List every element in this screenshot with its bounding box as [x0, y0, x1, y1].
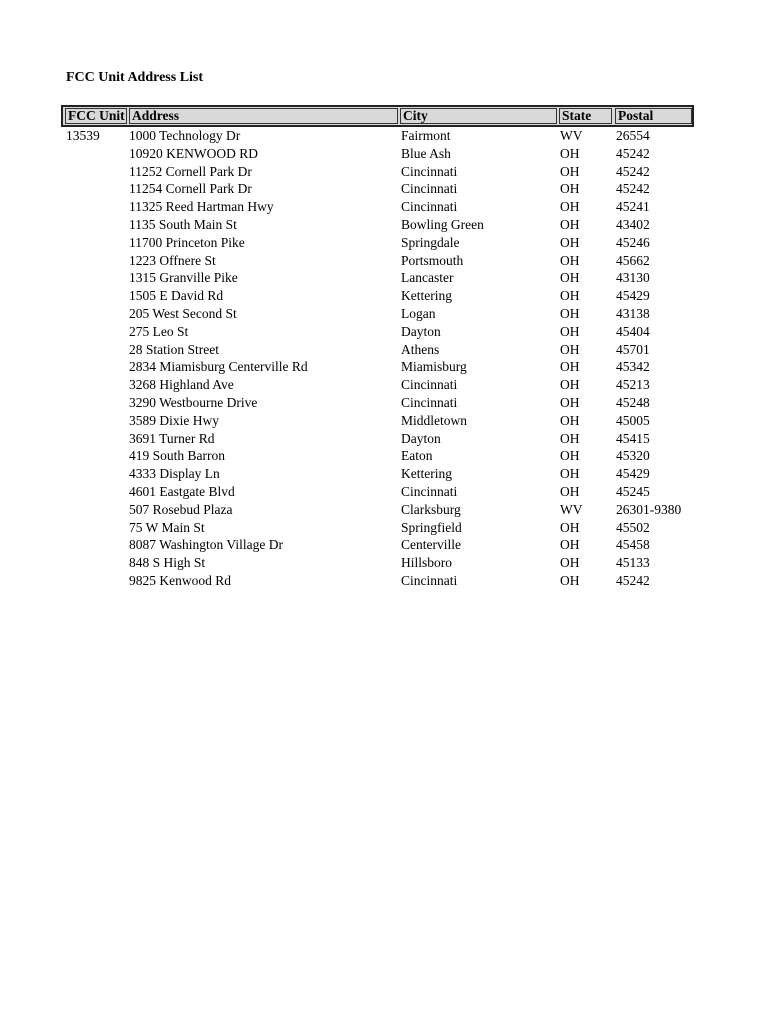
cell-city: Logan: [401, 305, 436, 321]
cell-city: Dayton: [401, 323, 441, 339]
table-row: [0, 483, 770, 501]
cell-city: Centerville: [401, 537, 461, 553]
table-row: [0, 216, 770, 234]
cell-state: OH: [560, 234, 580, 250]
column-header-postal: Postal: [615, 108, 692, 124]
cell-postal: 45242: [616, 572, 650, 588]
cell-address: 10920 KENWOOD RD: [129, 145, 258, 161]
cell-city: Kettering: [401, 466, 452, 482]
cell-address: 1505 E David Rd: [129, 288, 224, 304]
cell-address: 11254 Cornell Park Dr: [129, 181, 252, 197]
table-row: [0, 163, 770, 181]
cell-postal: 45248: [616, 394, 650, 410]
cell-postal: 45415: [616, 430, 650, 446]
cell-city: Blue Ash: [401, 145, 451, 161]
cell-address: 3589 Dixie Hwy: [129, 412, 219, 428]
cell-city: Dayton: [401, 430, 441, 446]
table-header: [61, 105, 694, 127]
table-row: [0, 358, 770, 376]
cell-state: OH: [560, 572, 580, 588]
cell-city: Clarksburg: [401, 501, 461, 517]
cell-address: 1315 Granville Pike: [129, 270, 238, 286]
table-row: [0, 287, 770, 305]
cell-address: 9825 Kenwood Rd: [129, 572, 231, 588]
cell-state: WV: [560, 501, 583, 517]
cell-state: OH: [560, 377, 580, 393]
table-row: [0, 376, 770, 394]
table-row: [0, 430, 770, 448]
cell-state: OH: [560, 555, 580, 571]
cell-state: OH: [560, 270, 580, 286]
cell-state: OH: [560, 359, 580, 375]
cell-address: 11252 Cornell Park Dr: [129, 163, 252, 179]
cell-city: Lancaster: [401, 270, 454, 286]
page-title: FCC Unit Address List: [66, 70, 204, 85]
cell-state: OH: [560, 341, 580, 357]
cell-state: OH: [560, 181, 580, 197]
cell-postal: 45458: [616, 537, 650, 553]
table-row: [0, 519, 770, 537]
cell-address: 11700 Princeton Pike: [129, 234, 245, 250]
table-row: [0, 341, 770, 359]
cell-address: 11325 Reed Hartman Hwy: [129, 199, 274, 215]
table-row: [0, 252, 770, 270]
cell-postal: 45662: [616, 252, 650, 268]
column-header-fcc-unit: FCC Unit: [65, 108, 127, 124]
cell-state: OH: [560, 537, 580, 553]
cell-postal: 45242: [616, 145, 650, 161]
cell-postal: 45241: [616, 199, 650, 215]
cell-state: WV: [560, 128, 583, 143]
cell-postal: 45245: [616, 483, 650, 499]
cell-address: 28 Station Street: [129, 341, 219, 357]
cell-postal: 45133: [616, 555, 650, 571]
cell-postal: 26301-9380: [616, 501, 682, 517]
cell-postal: 45213: [616, 377, 650, 393]
table-row: [0, 572, 770, 590]
cell-city: Cincinnati: [401, 377, 458, 393]
cell-fcc-unit: 13539: [66, 128, 100, 143]
column-header-address: Address: [129, 108, 398, 124]
cell-city: Cincinnati: [401, 163, 458, 179]
cell-state: OH: [560, 252, 580, 268]
cell-postal: 43130: [616, 270, 650, 286]
cell-address: 205 West Second St: [129, 305, 237, 321]
cell-address: 8087 Washington Village Dr: [129, 537, 283, 553]
cell-postal: 45701: [616, 341, 650, 357]
cell-address: 3268 Highland Ave: [129, 377, 234, 393]
cell-postal: 45404: [616, 323, 650, 339]
cell-postal: 26554: [616, 128, 650, 143]
cell-state: OH: [560, 288, 580, 304]
cell-city: Springfield: [401, 519, 462, 535]
table-row: [0, 323, 770, 341]
cell-state: OH: [560, 199, 580, 215]
table-row: [0, 465, 770, 483]
cell-city: Eaton: [401, 448, 433, 464]
cell-address: 4333 Display Ln: [129, 466, 220, 482]
cell-address: 75 W Main St: [129, 519, 205, 535]
cell-state: OH: [560, 394, 580, 410]
column-header-state: State: [559, 108, 612, 124]
cell-postal: 43402: [616, 216, 650, 232]
cell-address: 1223 Offnere St: [129, 252, 216, 268]
cell-postal: 45320: [616, 448, 650, 464]
cell-postal: 45242: [616, 181, 650, 197]
cell-city: Fairmont: [401, 128, 451, 143]
cell-state: OH: [560, 466, 580, 482]
cell-address: 2834 Miamisburg Centerville Rd: [129, 359, 308, 375]
table-row: [0, 269, 770, 287]
cell-postal: 45429: [616, 466, 650, 482]
cell-postal: 45246: [616, 234, 650, 250]
table-row: [0, 447, 770, 465]
cell-state: OH: [560, 323, 580, 339]
cell-address: 848 S High St: [129, 555, 206, 571]
cell-city: Springdale: [401, 234, 460, 250]
table-row: [0, 536, 770, 554]
cell-city: Middletown: [401, 412, 467, 428]
table-row: [0, 554, 770, 572]
cell-city: Cincinnati: [401, 394, 458, 410]
cell-city: Hillsboro: [401, 555, 453, 571]
cell-address: 1000 Technology Dr: [129, 128, 241, 143]
cell-address: 4601 Eastgate Blvd: [129, 483, 235, 499]
cell-state: OH: [560, 216, 580, 232]
cell-postal: 45242: [616, 163, 650, 179]
cell-state: OH: [560, 430, 580, 446]
cell-address: 275 Leo St: [129, 323, 189, 339]
table-row: [0, 180, 770, 198]
cell-address: 1135 South Main St: [129, 216, 237, 232]
cell-city: Cincinnati: [401, 572, 458, 588]
cell-postal: 45502: [616, 519, 650, 535]
cell-state: OH: [560, 483, 580, 499]
cell-city: Athens: [401, 341, 440, 357]
cell-city: Cincinnati: [401, 483, 458, 499]
cell-state: OH: [560, 163, 580, 179]
table-body: [0, 127, 770, 590]
cell-address: 3290 Westbourne Drive: [129, 394, 258, 410]
cell-postal: 43138: [616, 305, 650, 321]
cell-address: 507 Rosebud Plaza: [129, 501, 233, 517]
table-row: [0, 145, 770, 163]
table-row: [0, 394, 770, 412]
table-row: [0, 501, 770, 519]
cell-address: 419 South Barron: [129, 448, 225, 464]
table-row: [0, 234, 770, 252]
table-row: [0, 305, 770, 323]
column-header-city: City: [400, 108, 557, 124]
cell-state: OH: [560, 305, 580, 321]
cell-state: OH: [560, 412, 580, 428]
cell-state: OH: [560, 519, 580, 535]
table-row: [0, 412, 770, 430]
cell-city: Cincinnati: [401, 181, 458, 197]
cell-city: Portsmouth: [401, 252, 464, 268]
cell-city: Miamisburg: [401, 359, 467, 375]
table-row: [0, 127, 770, 145]
cell-city: Cincinnati: [401, 199, 458, 215]
cell-postal: 45429: [616, 288, 650, 304]
cell-address: 3691 Turner Rd: [129, 430, 215, 446]
cell-postal: 45005: [616, 412, 650, 428]
cell-state: OH: [560, 145, 580, 161]
table-row: [0, 198, 770, 216]
cell-state: OH: [560, 448, 580, 464]
cell-postal: 45342: [616, 359, 650, 375]
cell-city: Bowling Green: [401, 216, 484, 232]
cell-city: Kettering: [401, 288, 452, 304]
